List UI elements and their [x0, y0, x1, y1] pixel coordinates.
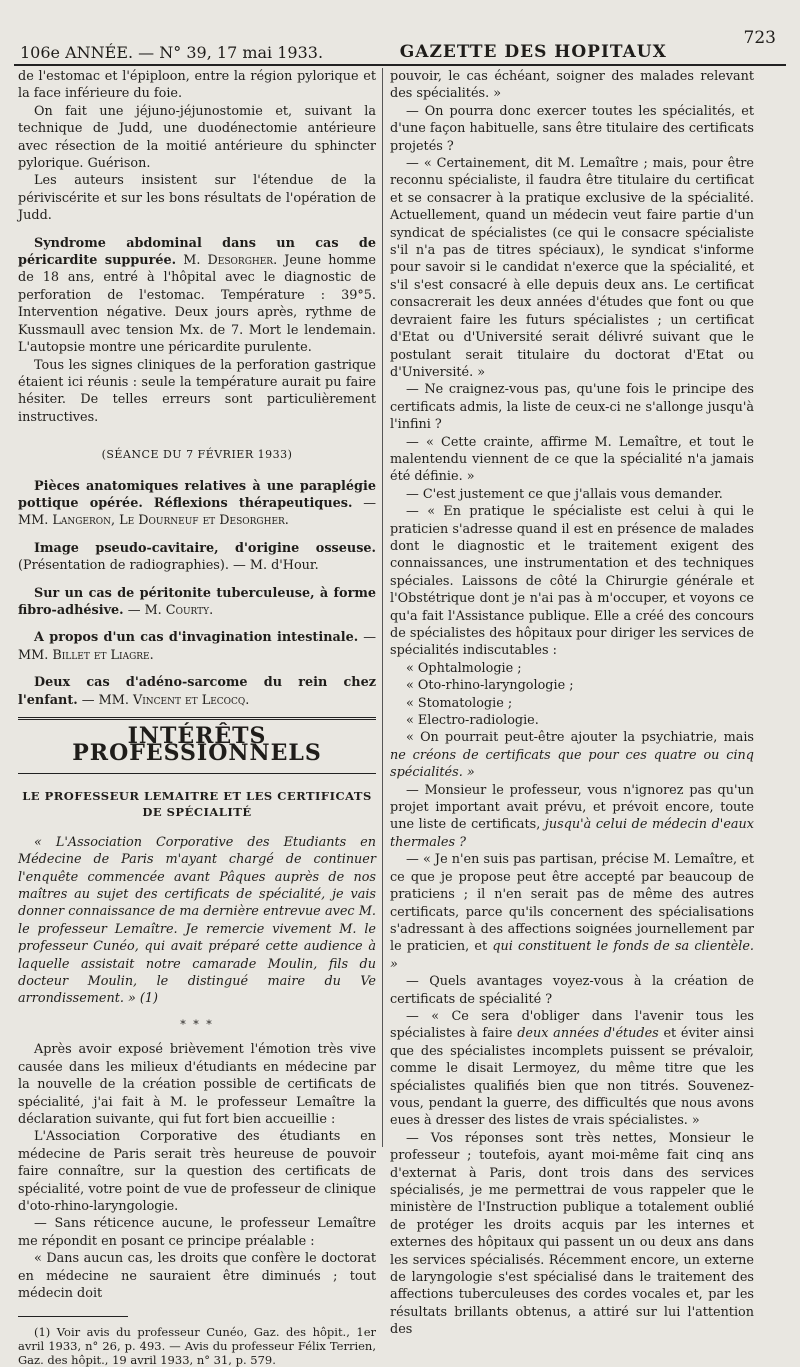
- paragraph: — C'est justement ce que j'allais vous demander.: [406, 486, 723, 502]
- session-heading: (SÉANCE DU 7 FÉVRIER 1933): [101, 448, 293, 462]
- case-title: Syndrome abdominal dans un cas de péricardite suppurée.: [18, 235, 376, 269]
- item-title: Image pseudo-cavitaire, d'origine osseuse.: [34, 540, 376, 556]
- presentation-item: [18, 540, 376, 575]
- item-title: A propos d'un cas d'invagination intestinale.: [34, 630, 359, 646]
- header-rule: [14, 64, 786, 66]
- paragraph: — Vos réponses sont très nettes, Monsieur le professeur ; toutefois, ayant moi-même fait cinq ans d'externat à Paris, dont trois dans des services spécialisés, je me permettrai de vous rappeler que le ministère de l'Instruction publique a totalement oublié de protéger les droits acquis par les internes et externes des hôpitaux qui passent un ou deux ans dans les services spécialisés. Récemment encore, un externe de laryngologie s'est spécialisé dans le traitement des affections tuberculeuses des cordes vocales et, par les résultats brillants obtenus, a attiré sur lui l'attention des: [390, 1130, 754, 1338]
- paragraph: — « Ce sera d'obliger dans l'avenir tous les spécialistes à faire deux années d'études et éviter ainsi que des spécialistes incomplets puissent se prévaloir, comme le disait Lermoyez, du même titre que les spécialistes qualifiés bien que non titrés. Souvenez-vous, pendant la guerre, des difficultés que nous avons eues à dresser des listes de vrais spécialistes. »: [390, 1008, 755, 1129]
- footnote-rule: [18, 1316, 128, 1317]
- case-author: M. Desorgher.: [183, 253, 278, 269]
- item-title: Sur un cas de péritonite tuberculeuse, à forme fibro-adhésive.: [18, 585, 376, 618]
- presentation-item: [18, 478, 376, 530]
- paragraph: — Sans réticence aucune, le professeur Lemaître me répondit en posant ce principe préalable :: [18, 1216, 376, 1249]
- presentation-item: [18, 585, 376, 620]
- section-rule: [18, 717, 376, 720]
- paragraph: pouvoir, le cas échéant, soigner des malades relevant des spécialités. »: [390, 69, 754, 102]
- item-authors: (Présentation de radiographies). — M. d'Hour.: [18, 558, 319, 574]
- journal-title: GAZETTE DES HOPITAUX: [399, 42, 667, 62]
- item-title: Deux cas d'adéno-sarcome du rein chez l'enfant.: [18, 675, 376, 708]
- paragraph: L'Association Corporative des étudiants en médecine de Paris serait très heureuse de pouvoir faire connaître, sur la question des certificats de spécialité, votre point de vue de professeur de clinique d'oto-rhino-laryngologie.: [18, 1129, 376, 1214]
- item-title: Pièces anatomiques relatives à une paraplégie pottique opérée. Réflexions thérapeutiques.: [18, 478, 376, 511]
- presentation-item: [18, 674, 376, 709]
- footnote: (1) Voir avis du professeur Cunéo, Gaz. des hôpit., 1er avril 1933, n° 26, p. 493. — Avis du professeur Félix Terrien, Gaz. des hôpit., 19 avril 1933, n° 31, p. 579.: [18, 1325, 376, 1367]
- paragraph: — « En pratique le spécialiste est celui à qui le praticien s'adresse quand il est en présence de malades dont le diagnostic et le traitement exigent des connaissances, une instrumentation et des techniques spéciales. Laissons de côté la Chirurgie générale et l'Obstétrique dont je n'ai pas à m'occuper, et voyons ce qu'a fait l'Assistance publique. Elle a créé des concours de spécialistes des hôpitaux pour diriger les services de spécialités indiscutables :: [390, 504, 754, 659]
- list-item: « Stomatologie ;: [406, 695, 513, 711]
- paragraph: Tous les signes cliniques de la perforation gastrique étaient ici réunis : seule la température aurait pu faire hésiter. De telles erreurs sont particulièrement instructives.: [18, 357, 376, 425]
- paragraph: « Dans aucun cas, les droits que confère le doctorat en médecine ne sauraient être diminués ; tout médecin doit: [18, 1251, 376, 1301]
- specialty-list: [390, 660, 754, 730]
- section-title: INTÉRÊTS PROFESSIONNELS: [72, 723, 322, 767]
- paragraph: — « Cette crainte, affirme M. Lemaître, et tout le malentendu viennent de ce que la spécialité n'a jamais été définie. »: [390, 434, 754, 485]
- paragraph: de l'estomac et l'épiploon, entre la région pylorique et la face inférieure du foie.: [18, 69, 376, 102]
- page-number: 723: [743, 28, 776, 48]
- article-intro: « L'Association Corporative des Etudiants en Médecine de Paris m'ayant chargé de continuer l'enquête commencée avant Pâques auprès de nos maîtres au sujet des certificats de spécialité, je vais donner connaissance de ma dernière entrevue avec M. le professeur Lemaître. Je remercie vivement M. le professeur Cunéo, qui avait préparé cette audience à laquelle assistait notre camarade Moulin, fils du docteur Moulin, le distingué maire du Ve arrondissement. » (1): [18, 834, 376, 1007]
- paragraph: On fait une jéjuno-jéjunostomie et, suivant la technique de Judd, une duodénectomie antérieure avec résection de la moitié antérieure du sphincter pylorique. Guérison.: [18, 103, 376, 172]
- paragraph: — Ne craignez-vous pas, qu'une fois le principe des certificats admis, la liste de ceux-ci ne s'allonge jusqu'à l'infini ?: [390, 382, 754, 433]
- item-authors: — MM. Billet et Liagre.: [18, 630, 377, 663]
- paragraph: — « Je n'en suis pas partisan, précise M. Lemaître, et ce que je propose peut être accepté par beaucoup de praticiens ; il n'en serait pas de même des autres certificats, parce qu'ils concernent des spécialisations s'adressant à des affections soignées journellement par le praticien, et qui constituent le fonds de sa clientèle. »: [390, 852, 754, 972]
- issue-info: 106e ANNÉE. — N° 39, 17 mai 1933.: [20, 43, 324, 62]
- ornament-rule: [18, 773, 376, 774]
- paragraph: Après avoir exposé brièvement l'émotion très vive causée dans les milieux d'étudiants en médecine par la nouvelle de la création possible de certificats de spécialité, j'ai fait à M. le professeur Lemaître la déclaration suivante, qui fut fort bien accueillie :: [18, 1042, 376, 1127]
- left-column: [18, 68, 376, 1367]
- paragraph: Les auteurs insistent sur l'étendue de la périviscérite et sur les bons résultats de l'opération de Judd.: [18, 173, 376, 224]
- list-item: « Ophtalmologie ;: [406, 660, 522, 676]
- article-title: LE PROFESSEUR LEMAITRE ET LES CERTIFICATS DE SPÉCIALITÉ: [22, 788, 372, 819]
- list-item: « Electro-radiologie.: [406, 713, 539, 729]
- presentation-item: [18, 629, 376, 664]
- right-column: [390, 68, 754, 1339]
- item-authors: — M. Courty.: [127, 602, 214, 618]
- case-report: [18, 235, 376, 357]
- page-header: [14, 22, 782, 62]
- list-item: « Oto-rhino-laryngologie ;: [406, 678, 574, 694]
- case-text: Jeune homme de 18 ans, entré à l'hôpital avec le diagnostic de perforation de l'estomac. Température : 39°5. Intervention négative. Deux jours après, rythme de Kussmaull avec tension Mx. de 7. Mort le lendemain. L'autopsie montre une péricardite purulente.: [18, 253, 376, 356]
- paragraph: — « Certainement, dit M. Lemaître ; mais, pour être reconnu spécialiste, il faudra être titulaire du certificat et se consacrer à la pratique exclusive de la spécialité. Actuellement, quand un médecin veut faire partie d'un syndicat de spécialistes (ce qui le consacre spécialiste s'il n'a pas de titres spéciaux), le syndicat s'informe pour savoir si le candidat n'exerce que la spécialité, et s'il s'est consacré à elle depuis deux ans. Le certificat consacrerait les deux années d'études que font ou que devraient faire les futurs spécialistes ; un certificat d'Etat ou d'Université serait délivré suivant que le postulant serait titulaire du doctorat d'Etat ou d'Université. »: [390, 156, 754, 380]
- paragraph: — Monsieur le professeur, vous n'ignorez pas qu'un projet important avait prévu, et prévoit encore, toute une liste de certificats, jusqu'à celui de médecin d'eaux thermales ?: [390, 782, 754, 850]
- item-authors: — MM. Vincent et Lecocq.: [81, 692, 250, 708]
- column-divider: [382, 68, 383, 1147]
- asterism: * * *: [180, 1017, 214, 1031]
- item-authors: — MM. Langeron, Le Dourneuf et Desorgher.: [18, 495, 376, 529]
- paragraph: — On pourra donc exercer toutes les spécialités, et d'une façon habituelle, sans être titulaire des certificats projetés ?: [390, 103, 754, 154]
- paragraph: — Quels avantages voyez-vous à la création de certificats de spécialité ?: [390, 974, 754, 1007]
- paragraph: « On pourrait peut-être ajouter la psychiatrie, mais ne créons de certificats que pour ces quatre ou cinq spécialités. »: [390, 730, 754, 781]
